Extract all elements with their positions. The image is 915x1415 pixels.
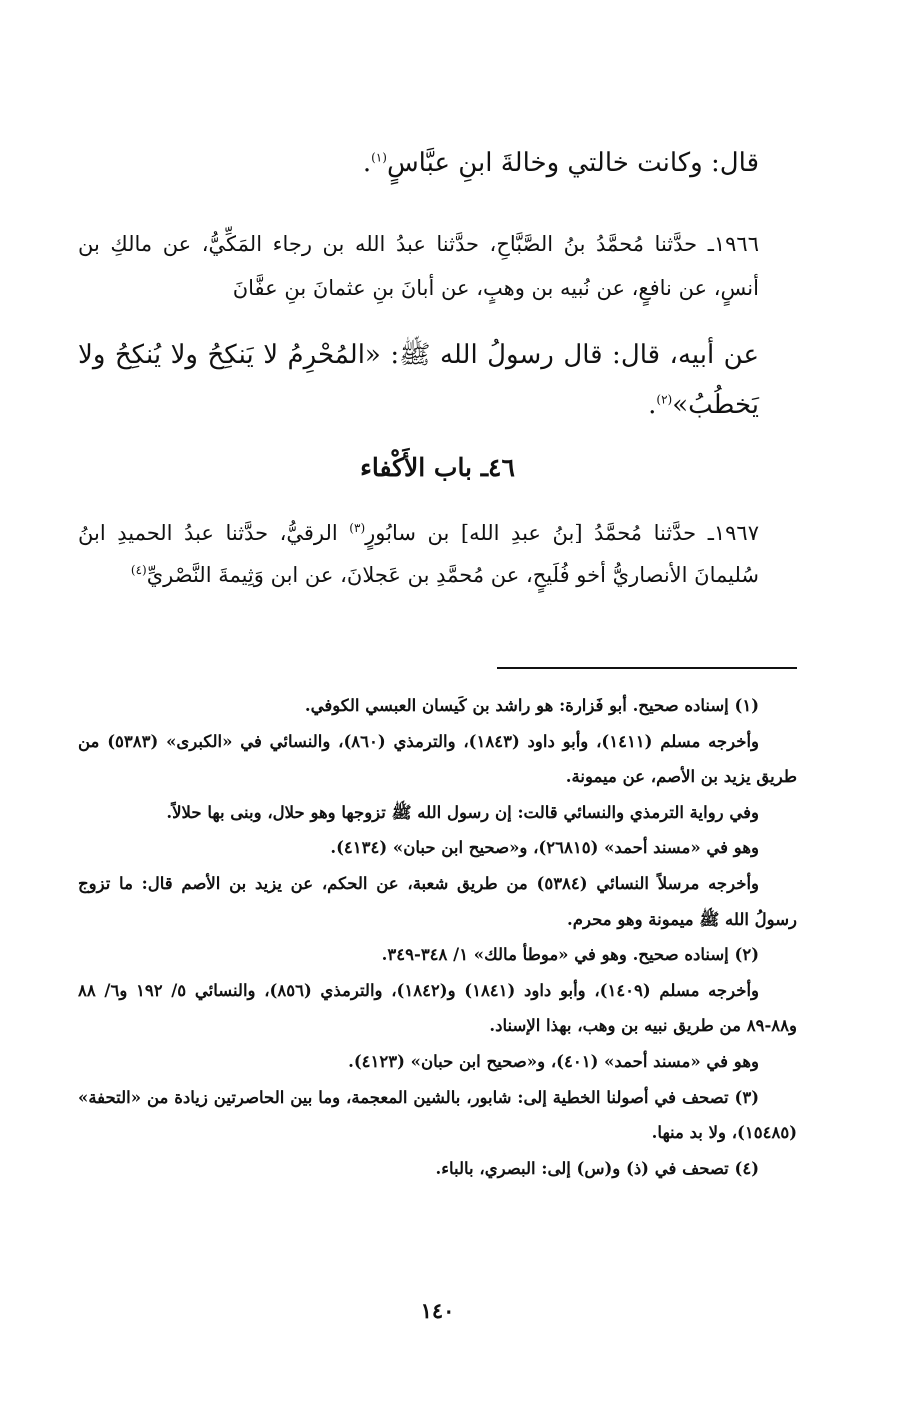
footnote-paragraph: وأخرجه مسلم (١٤١١)، وأبو داود (١٨٤٣)، والترمذي (٨٦٠)، والنسائي في «الكبرى» (٥٣٨٣) من طريق يزيد بن الأصم، عن ميمونة. [78, 731, 797, 787]
footnote-divider [497, 667, 797, 669]
footnote-paragraph: (٢) إسناده صحيح. وهو في «موطأ مالك» ١/ ٣٤٨-٣٤٩. [381, 945, 759, 965]
footnote-ref-4: (٤) [130, 563, 147, 577]
page-number: ١٤٠ [420, 1298, 455, 1323]
footnote-ref-2: (٢) [656, 392, 673, 407]
line1-end: . [362, 148, 372, 178]
footnote-paragraph: وأخرجه مرسلاً النسائي (٥٣٨٤) من طريق شعبة، عن الحكم، عن يزيد بن الأصم قال: ما تزوج رسولُ الله ﷺ ميمونة وهو محرم. [78, 873, 797, 929]
hadith-1967-b: الرقيُّ، حدَّثنا عبدُ الحميدِ ابنُ سُليمانَ الأنصاريُّ أخو فُلَيحٍ، عن مُحمَّدِ بن عَجلانَ، عن ابن وَثِيمةَ النَّصْريِّ [78, 521, 759, 587]
hadith-1967-a: ١٩٦٧ـ حدَّثنا مُحمَّدُ [بنُ عبدِ الله] بن سابُورٍ [365, 521, 759, 545]
footnote-paragraph: وفي رواية الترمذي والنسائي قالت: إن رسول الله ﷺ تزوجها وهو حلال، وبنى بها حلالاً. [166, 802, 759, 822]
footnote-paragraph: وأخرجه مسلم (١٤٠٩)، وأبو داود (١٨٤١) و(١٨٤٢)، والترمذي (٨٥٦)، والنسائي ٥/ ١٩٢ و٦/ ٨٨ و٨٨-٨٩ من طريق نبيه بن وهب، بهذا الإسناد. [78, 980, 797, 1036]
text-line-1 [78, 140, 797, 186]
footnote-paragraph: (١) إسناده صحيح. أبو فَزارة: هو راشد بن كَيسان العبسي الكوفي. [304, 696, 759, 715]
book-page [78, 0, 797, 1415]
footnote-paragraph: وهو في «مسند أحمد» (٤٠١)، و«صحيح ابن حبان» (٤١٢٣). [348, 1051, 759, 1071]
footnote-paragraph: (٣) تصحف في أصولنا الخطية إلى: شابور، بالشين المعجمة، وما بين الحاصرتين زيادة من «التحفة» (١٥٤٨٥)، ولا بد منها. [78, 1087, 797, 1143]
hadith-1967 [78, 512, 797, 596]
hadith-1966-end: . [648, 390, 657, 420]
footnote-ref-1: (١) [371, 150, 387, 165]
hadith-1966: ١٩٦٦ـ حدَّثنا مُحمَّدُ بنُ الصَّبَّاحِ، حدَّثنا عبدُ الله بن رجاء المَكِّيُّ، عن مالكِ بن أنسٍ، عن نافعٍ، عن نُبيه بن وهبٍ، عن أبانَ بنِ عثمانَ بنِ عفَّانَ [78, 232, 759, 300]
footnote-paragraph: (٤) تصحف في (ذ) و(س) إلى: البصري، بالباء. [435, 1158, 759, 1178]
chapter-title: ٤٦ـ باب الأَكْفاء [360, 453, 515, 482]
line1-text: قال: وكانت خالتي وخالةَ ابنِ عبَّاسٍ [386, 148, 759, 178]
hadith-1966-cont-text: عن أبيه، قال: قال رسولُ الله ﷺ: «المُحْرِمُ لا يَنكِحُ ولا يُنكِحُ ولا يَخطُبُ» [78, 340, 759, 420]
hadith-1966-continuation [78, 330, 797, 430]
footnotes [78, 688, 797, 1186]
footnote-ref-3: (٣) [349, 521, 366, 535]
footnote-paragraph: وهو في «مسند أحمد» (٢٦٨١٥)، و«صحيح ابن حبان» (٤١٣٤). [330, 838, 759, 858]
